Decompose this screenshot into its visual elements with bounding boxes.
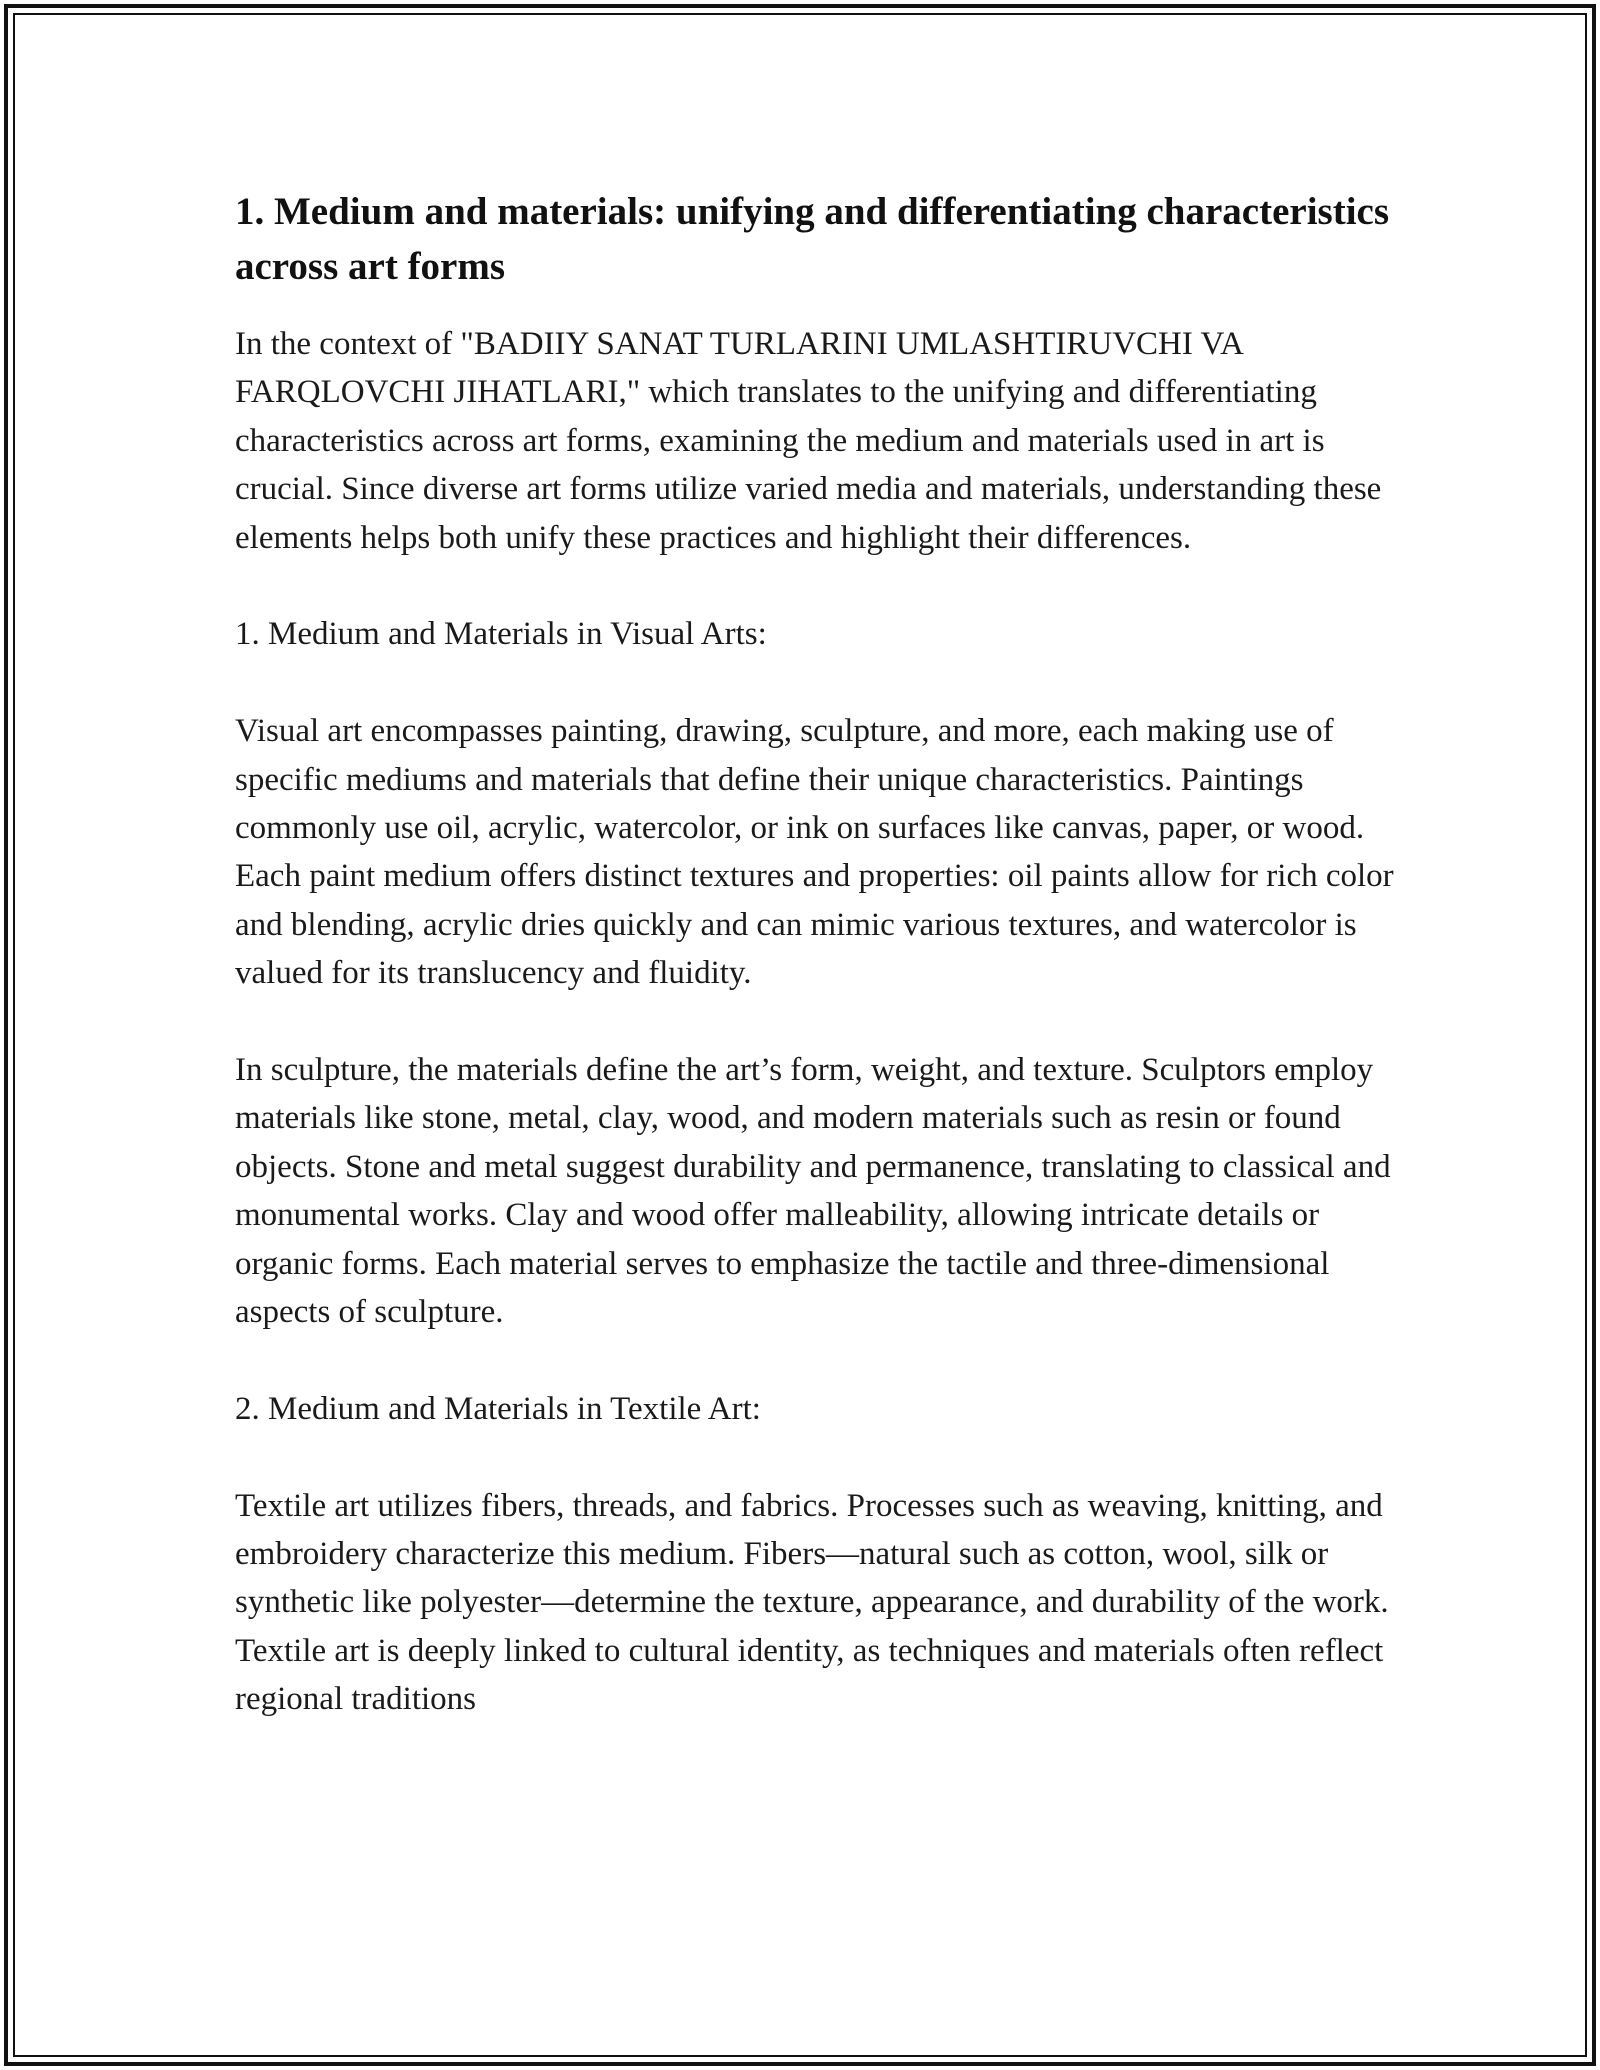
subsection-heading-textile-art: 2. Medium and Materials in Textile Art: <box>235 1390 761 1427</box>
section-heading: 1. Medium and materials: unifying and differentiating characteristics across art forms <box>235 190 1390 288</box>
paragraph-spacer <box>235 998 1395 1046</box>
sculpture-paragraph: In sculpture, the materials define the art’s form, weight, and texture. Sculptors employ materials like stone, metal, clay, wood, and modern materials such as resin or found objects. Stone and metal suggest durability and permanence, translating to classical and monumental works. Clay and wood offer malleability, allowing intricate details or organic forms. Each material serves to emphasize the tactile and three-dimensional aspects of sculpture. <box>235 1052 1391 1331</box>
intro-paragraph: In the context of "BADIIY SANAT TURLARINI UMLASHTIRUVCHI VA FARQLOVCHI JIHATLARI," which translates to the unifying and differentiating characteristics across art forms, examining the medium and materials used in art is crucial. Since diverse art forms utilize varied media and materials, understanding these elements helps both unify these practices and highlight their differences. <box>235 326 1382 556</box>
paragraph-spacer <box>235 659 1395 707</box>
textile-art-paragraph: Textile art utilizes fibers, threads, and fabrics. Processes such as weaving, knitting, and embroidery characterize this medium. Fibers—natural such as cotton, wool, silk or synthetic like polyester—determine the texture, appearance, and durability of the work. Textile art is deeply linked to cultural identity, as techniques and materials often reflect regional traditions <box>235 1487 1389 1718</box>
paragraph-spacer <box>235 562 1395 610</box>
paragraph-spacer <box>235 1336 1395 1384</box>
paragraph-spacer <box>235 1433 1395 1481</box>
visual-arts-paragraph: Visual art encompasses painting, drawing, sculpture, and more, each making use of specific mediums and materials that define their unique characteristics. Paintings commonly use oil, acrylic, watercolor, or ink on surfaces like canvas, paper, or wood. Each paint medium offers distinct textures and properties: oil paints allow for rich color and blending, acrylic dries quickly and can mimic various textures, and watercolor is valued for its translucency and fluidity. <box>235 713 1394 992</box>
document-body <box>235 184 1395 1724</box>
subsection-heading-visual-arts: 1. Medium and Materials in Visual Arts: <box>235 616 767 653</box>
